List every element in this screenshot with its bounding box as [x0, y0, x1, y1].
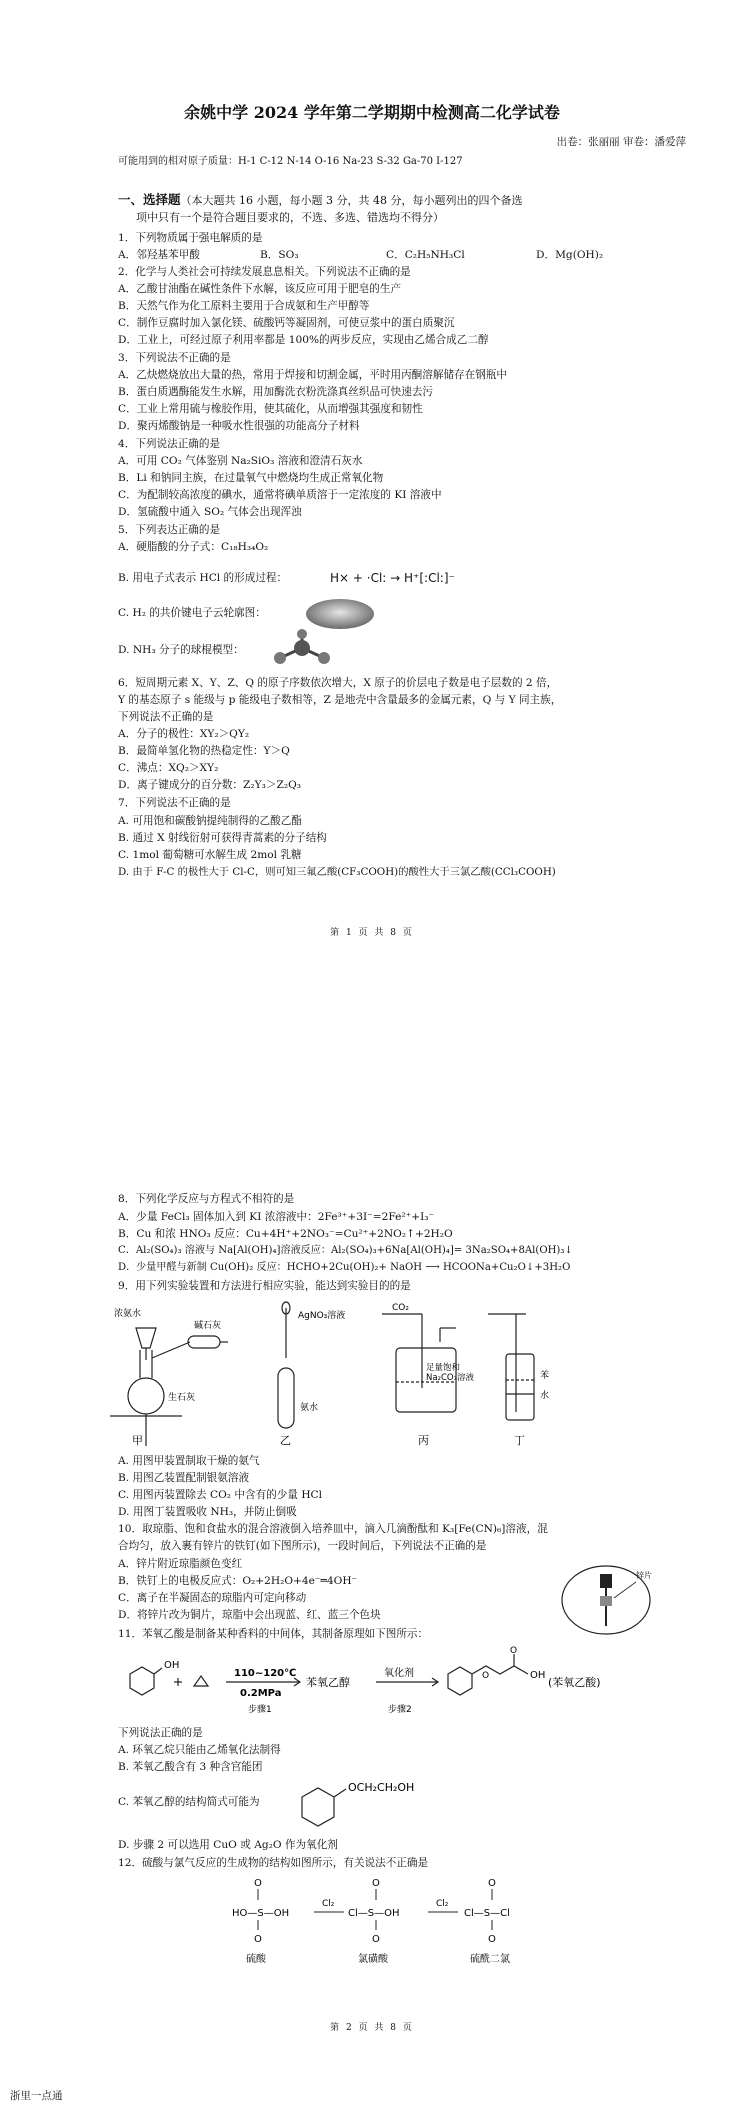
test-tube — [278, 1368, 294, 1428]
label-lime: 生石灰 — [168, 1393, 196, 1403]
q3-option-b: B．蛋白质遇酶能发生水解，用加酶洗衣粉洗涤真丝织品可快速去污 — [118, 386, 434, 398]
q10-stem-2: 合均匀，放入裹有锌片的铁钉(如下图所示)，一段时间后，下列说法不正确的是 — [118, 1540, 487, 1552]
hydrogen-atom — [274, 652, 286, 664]
hydrogen-atom — [297, 629, 307, 639]
q1-stem: 1．下列物质属于强电解质的是 — [118, 232, 263, 244]
product-oh: OH — [530, 1670, 546, 1681]
q10-option-d: D．将锌片改为铜片，琼脂中会出现蓝、红、蓝三个色块 — [118, 1609, 381, 1621]
q1-option-d: D．Mg(OH)₂ — [536, 249, 604, 261]
q3-option-c: C．工业上常用硫与橡胶作用，使其硫化，从而增强其强度和韧性 — [118, 403, 423, 415]
round-flask — [128, 1378, 164, 1414]
q6-option-c: C．沸点：XQ₂＞XY₂ — [118, 762, 219, 774]
q8-option-a: A．少量 FeCl₃ 固体加入到 KI 浓溶液中：2Fe³⁺+3I⁻=2Fe²⁺+I₃⁻ — [118, 1211, 435, 1223]
phenoxyethanol-structure — [288, 1775, 458, 1833]
q3-option-d: D．聚丙烯酸钠是一种吸水性很强的功能高分子材料 — [118, 420, 360, 432]
label-limesoda: 碱石灰 — [194, 1321, 222, 1331]
q5-option-d: D. NH₃ 分子的球棍模型： — [118, 644, 244, 656]
ethylene-oxide — [194, 1676, 208, 1686]
cl2-label-2: Cl₂ — [436, 1899, 449, 1909]
q9-apparatus-figure — [110, 1298, 630, 1448]
electron-cloud-shape — [306, 599, 374, 629]
exam-authors: 出卷：张丽丽 审卷：潘爱萍 — [556, 136, 686, 148]
q9-option-c: C. 用图丙装置除去 CO₂ 中含有的少量 HCl — [118, 1489, 323, 1501]
page-number-1: 第 1 页 共 8 页 — [330, 928, 414, 938]
q6-option-d: D．离子键成分的百分数：Z₂Y₃＞Z₂Q₃ — [118, 779, 302, 791]
q6-option-b: B．最简单氢化物的热稳定性：Y＞Q — [118, 745, 290, 757]
q3-stem: 3．下列说法不正确的是 — [118, 352, 231, 364]
label-yi: 乙 — [280, 1434, 291, 1447]
zinc-sheet — [600, 1596, 612, 1606]
step1-label: 步骤1 — [248, 1705, 272, 1715]
q11-option-d: D. 步骤 2 可以选用 CuO 或 Ag₂O 作为氧化剂 — [118, 1839, 338, 1851]
q11-option-b: B. 苯氧乙酸含有 3 种含官能团 — [118, 1761, 263, 1773]
product-ring — [448, 1667, 472, 1695]
clso3h-formula: Cl—S—OH — [348, 1908, 400, 1919]
q9-option-d: D. 用图丁装置吸收 NH₃，并防止倒吸 — [118, 1506, 297, 1518]
product-carbonyl-o: O — [510, 1646, 518, 1656]
label-water: 水 — [540, 1391, 550, 1401]
q9-option-a: A. 用图甲装置制取干燥的氨气 — [118, 1455, 260, 1467]
section-label: 一、选择题 — [118, 192, 181, 207]
q3-option-a: A．乙炔燃烧放出大量的热，常用于焊接和切割金属，平时用丙酮溶解储存在钢瓶中 — [118, 369, 508, 381]
q10-option-c: C．离子在半凝固态的琼脂内可定向移动 — [118, 1592, 307, 1604]
phenol-oh: OH — [164, 1660, 180, 1671]
q5-option-c: C. H₂ 的共价键电子云轮廓图： — [118, 607, 266, 619]
page-number-2: 第 2 页 共 8 页 — [330, 2023, 414, 2033]
q7-option-b: B. 通过 X 射线衍射可获得青蒿素的分子结构 — [118, 832, 327, 844]
q9-stem: 9．用下列实验装置和方法进行相应实验，能达到实验目的的是 — [118, 1280, 411, 1292]
label-sat1: 足量饱和 — [426, 1363, 461, 1373]
intermediate: 苯氧乙醇 — [306, 1676, 350, 1689]
q12-stem: 12．硫酸与氯气反应的生成物的结构如图所示，有关说法不正确是 — [118, 1857, 429, 1869]
q2-option-a: A．乙酸甘油酯在碱性条件下水解，该反应可用于肥皂的生产 — [118, 283, 402, 295]
q5-stem: 5．下列表达正确的是 — [118, 524, 221, 536]
label-ammonia: 氨水 — [300, 1403, 319, 1413]
q11-option-a: A. 环氧乙烷只能由乙烯氧化法制得 — [118, 1744, 281, 1756]
section-desc: （本大题共 16 小题，每小题 3 分，共 48 分，每小题列出的四个备选 — [180, 194, 523, 207]
h2so4-formula: HO—S—OH — [232, 1908, 290, 1919]
q1-option-b: B．SO₃ — [260, 249, 299, 261]
q11-reaction-scheme — [112, 1646, 642, 1718]
label-bing: 丙 — [418, 1434, 429, 1447]
beaker — [506, 1354, 534, 1420]
atomic-masses: 可能用到的相对原子质量：H-1 C-12 N-14 O-16 Na-23 S-32 Ga-70 I-127 — [118, 156, 463, 167]
q7-option-a: A. 可用饱和碳酸钠提纯制得的乙酸乙酯 — [118, 815, 302, 827]
phenol-ring — [130, 1667, 154, 1695]
exam-title: 余姚中学 2024 学年第二学期期中检测高二化学试卷 — [184, 103, 560, 122]
q8-stem: 8．下列化学反应与方程式不相符的是 — [118, 1193, 295, 1205]
q6-stem-2: Y 的基态原子 s 能级与 p 能级电子数相等，Z 是地壳中含量最多的金属元素，Q 与 Y 同主族， — [118, 694, 562, 706]
q8-option-b: B．Cu 和浓 HNO₃ 反应：Cu+4H⁺+2NO₃⁻=Cu²⁺+2NO₂↑+2H₂O — [118, 1228, 453, 1240]
section-desc-2: 项中只有一个是符合题目要求的，不选、多选、错选均不得分） — [136, 211, 444, 224]
q4-option-d: D．氢硫酸中通入 SO₂ 气体会出现浑浊 — [118, 506, 302, 518]
name-so2cl2: 硫酰二氯 — [470, 1954, 510, 1965]
q11-stem: 11．苯氧乙酸是制备某种香料的中间体，其制备原理如下图所示： — [118, 1628, 429, 1640]
label-benzene: 苯 — [540, 1371, 550, 1381]
q11-ask: 下列说法正确的是 — [118, 1727, 203, 1739]
product-ether-o: O — [482, 1671, 490, 1681]
q4-option-c: C．为配制较高浓度的碘水，通常将碘单质溶于一定浓度的 KI 溶液中 — [118, 489, 442, 501]
label-sat2: Na₂CO₃溶液 — [426, 1373, 475, 1383]
label-nh3water: 浓氨水 — [114, 1309, 142, 1319]
cl2-label-1: Cl₂ — [322, 1899, 335, 1909]
page-1 — [0, 0, 744, 1000]
q8-option-d: D．少量甲醛与新制 Cu(OH)₂ 反应：HCHO+2Cu(OH)₂+ NaOH ⟶ HCOONa+Cu₂O↓+3H₂O — [118, 1262, 571, 1273]
q2-stem: 2．化学与人类社会可持续发展息息相关。下列说法不正确的是 — [118, 266, 411, 278]
q12-structure-scheme — [230, 1872, 550, 1966]
q1-option-a: A．邻羟基苯甲酸 — [118, 249, 200, 261]
q8-option-c: C．Al₂(SO₄)₃ 溶液与 Na[Al(OH)₄]溶液反应：Al₂(SO₄)₃+6Na[Al(OH)₄]= 3Na₂SO₄+8Al(OH)₃↓ — [118, 1245, 573, 1256]
label-jia: 甲 — [132, 1434, 143, 1447]
q2-option-d: D．工业上，可经过原子利用率都是 100%的两步反应，实现由乙烯合成乙二醇 — [118, 334, 489, 346]
q11-option-c: C. 苯氧乙醇的结构简式可能为 — [118, 1796, 260, 1808]
hydrogen-atom — [318, 652, 330, 664]
q6-stem-1: 6．短周期元素 X、Y、Z、Q 的原子序数依次增大，X 原子的价层电子数是电子层数的 2 倍， — [118, 677, 558, 689]
label-zinc: 锌片 — [636, 1571, 652, 1580]
atom-o: O — [488, 1878, 496, 1889]
nail-head — [600, 1574, 612, 1588]
cond-pressure: 0.2MPa — [240, 1688, 282, 1699]
label-agno3: AgNO₃溶液 — [298, 1311, 346, 1321]
so2cl2-formula: Cl—S—Cl — [464, 1908, 510, 1919]
atom-o: O — [372, 1934, 380, 1945]
q7-option-d: D. 由于 F-C 的极性大于 Cl-C，则可知三氟乙酸(CF₃COOH)的酸性大于三氯乙酸(CCl₃COOH) — [118, 866, 556, 878]
label-ding: 丁 — [514, 1434, 525, 1447]
q4-option-b: B．Li 和钠同主族，在过量氧气中燃烧均生成正常氧化物 — [118, 472, 384, 484]
section-heading — [118, 193, 523, 208]
nh3-ball-stick-figure — [268, 628, 338, 674]
q6-stem-3: 下列说法不正确的是 — [118, 711, 214, 723]
atom-o: O — [488, 1934, 496, 1945]
cond-temp: 110~120℃ — [234, 1668, 297, 1679]
q10-option-a: A．锌片附近琼脂颜色变红 — [118, 1558, 243, 1570]
q10-stem-1: 10．取琼脂、饱和食盐水的混合溶液倒入培养皿中，滴入几滴酚酞和 K₃[Fe(CN)₆]溶液，混 — [118, 1523, 548, 1535]
q5-option-a: A．硬脂酸的分子式：C₁₈H₃₄O₂ — [118, 541, 269, 553]
q2-option-c: C．制作豆腐时加入氯化镁、硫酸钙等凝固剂，可使豆浆中的蛋白质聚沉 — [118, 317, 455, 329]
atom-o: O — [254, 1878, 262, 1889]
q5-option-b: B. 用电子式表示 HCl 的形成过程： — [118, 572, 288, 584]
q7-stem: 7．下列说法不正确的是 — [118, 797, 231, 809]
q7-option-c: C. 1mol 葡萄糖可水解生成 2mol 乳糖 — [118, 849, 302, 861]
nitrogen-atom — [294, 640, 310, 656]
drying-tube — [188, 1336, 220, 1348]
name-h2so4: 硫酸 — [246, 1954, 266, 1965]
h2-electron-cloud-figure — [300, 596, 380, 632]
q6-option-a: A．分子的极性：XY₂＞QY₂ — [118, 728, 250, 740]
name-clso3h: 氯磺酸 — [358, 1954, 388, 1965]
hcl-formation-equation: H× + ·Cl: → H⁺[:Cl:]⁻ — [330, 571, 455, 585]
q1-option-c: C．C₂H₅NH₃Cl — [386, 249, 465, 261]
footer-brand: 浙里一点通 — [10, 2090, 63, 2102]
q4-stem: 4．下列说法正确的是 — [118, 438, 221, 450]
ethanol-group: OCH₂CH₂OH — [348, 1781, 415, 1794]
q2-option-b: B．天然气作为化工原料主要用于合成氨和生产甲醇等 — [118, 300, 370, 312]
q4-option-a: A．可用 CO₂ 气体鉴别 Na₂SiO₃ 溶液和澄清石灰水 — [118, 455, 363, 467]
atom-o: O — [372, 1878, 380, 1889]
q10-option-b: B．铁钉上的电极反应式：O₂+2H₂O+4e⁻═4OH⁻ — [118, 1575, 358, 1587]
benzene-ring — [302, 1788, 334, 1826]
label-co2: CO₂ — [392, 1303, 409, 1313]
step2-label: 步骤2 — [388, 1705, 412, 1715]
q9-option-b: B. 用图乙装置配制银氨溶液 — [118, 1472, 250, 1484]
q10-petri-dish-figure — [556, 1560, 666, 1638]
product-name: (苯氧乙酸) — [548, 1676, 601, 1689]
oxidant: 氧化剂 — [384, 1668, 414, 1679]
atom-o: O — [254, 1934, 262, 1945]
dropping-funnel — [136, 1328, 156, 1348]
